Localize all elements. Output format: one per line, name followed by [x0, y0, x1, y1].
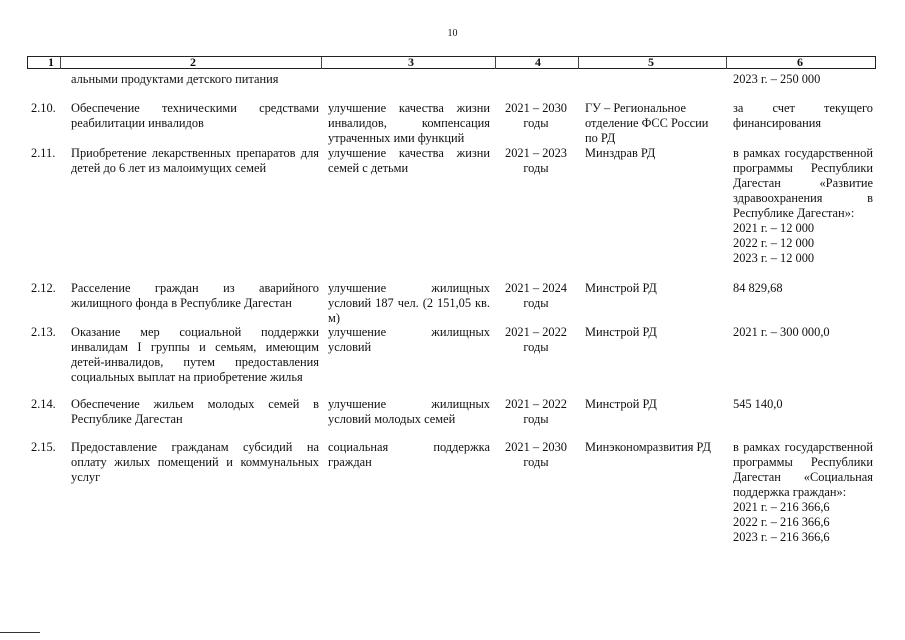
row-result: социальная поддержка граждан	[328, 440, 490, 469]
row-measure: Приобретение лекарственных препаратов для детей до 6 лет из малоимущих семей	[71, 146, 319, 175]
row-financing: 2021 г. – 300 000,0	[733, 325, 830, 339]
financing-text: в рамках государственной программы Республики Дагестан «Социальная поддержка граждан»:	[733, 440, 873, 499]
row-measure: Предоставление гражданам субсидий на оплату жилых помещений и коммунальных услуг	[71, 440, 319, 484]
row-executor: Минздрав РД	[585, 146, 656, 160]
financing-line: 2022 г. – 216 366,6	[733, 515, 830, 529]
row-period: 2021 – 2024 годы	[505, 281, 567, 310]
header-divider	[495, 57, 496, 69]
row-executor: Минэкономразвития РД	[585, 440, 711, 454]
table-header	[27, 56, 876, 69]
financing-line: 2021 г. – 216 366,6	[733, 500, 830, 514]
row-result: улучшение качества жизни инвалидов, компенсация утраченных ими функций	[328, 101, 490, 145]
row-measure: Обеспечение жильем молодых семей в Республике Дагестан	[71, 397, 319, 426]
header-col-1: 1	[48, 55, 54, 69]
row-period: 2021 – 2023 годы	[505, 146, 567, 175]
header-divider	[60, 57, 61, 69]
financing-line: 2022 г. – 12 000	[733, 236, 815, 250]
row-number: 2.14.	[31, 397, 56, 411]
row-financing: 84 829,68	[733, 281, 783, 295]
row-period: 2021 – 2022 годы	[505, 325, 567, 354]
row-executor: Минстрой РД	[585, 281, 657, 295]
continuation-measure: альными продуктами детского питания	[71, 72, 279, 86]
row-executor: Минстрой РД	[585, 397, 657, 411]
row-financing: 545 140,0	[733, 397, 783, 411]
continuation-financing: 2023 г. – 250 000	[733, 72, 821, 86]
header-divider	[578, 57, 579, 69]
row-result: улучшение жилищных условий	[328, 325, 490, 354]
row-financing	[733, 440, 873, 545]
row-financing: за счет текущего финансирования	[733, 101, 873, 130]
row-number: 2.12.	[31, 281, 56, 295]
header-divider	[321, 57, 322, 69]
row-number: 2.11.	[31, 146, 56, 160]
financing-line: 2021 г. – 12 000	[733, 221, 815, 235]
row-executor: ГУ – Региональное отделение ФСС России по РД	[585, 101, 709, 145]
row-result: улучшение качества жизни семей с детьми	[328, 146, 490, 175]
row-result: улучшение жилищных условий 187 чел. (2 151,05 кв. м)	[328, 281, 490, 325]
row-measure: Расселение граждан из аварийного жилищного фонда в Республике Дагестан	[71, 281, 319, 310]
row-measure: Оказание мер социальной поддержки инвалидам I группы и семьям, имеющим детей-инвалидов, путем предоставления социальных выплат на приобретение жилья	[71, 325, 319, 384]
row-period: 2021 – 2030 годы	[505, 101, 567, 130]
financing-line: 2023 г. – 12 000	[733, 251, 815, 265]
header-divider	[726, 57, 727, 69]
page-number: 10	[447, 28, 458, 39]
scan-edge-mark	[0, 632, 40, 633]
header-col-6: 6	[797, 55, 803, 69]
financing-text: в рамках государственной программы Республики Дагестан «Развитие здравоохранения в Республике Дагестан»:	[733, 146, 873, 220]
row-number: 2.10.	[31, 101, 56, 115]
row-result: улучшение жилищных условий молодых семей	[328, 397, 490, 426]
row-number: 2.15.	[31, 440, 56, 454]
row-number: 2.13.	[31, 325, 56, 339]
header-col-5: 5	[648, 55, 654, 69]
header-col-4: 4	[535, 55, 541, 69]
row-executor: Минстрой РД	[585, 325, 657, 339]
row-period: 2021 – 2022 годы	[505, 397, 567, 426]
header-col-3: 3	[408, 55, 414, 69]
row-financing	[733, 146, 873, 266]
header-col-2: 2	[190, 55, 196, 69]
row-measure: Обеспечение техническими средствами реабилитации инвалидов	[71, 101, 319, 130]
financing-line: 2023 г. – 216 366,6	[733, 530, 830, 544]
row-period: 2021 – 2030 годы	[505, 440, 567, 469]
